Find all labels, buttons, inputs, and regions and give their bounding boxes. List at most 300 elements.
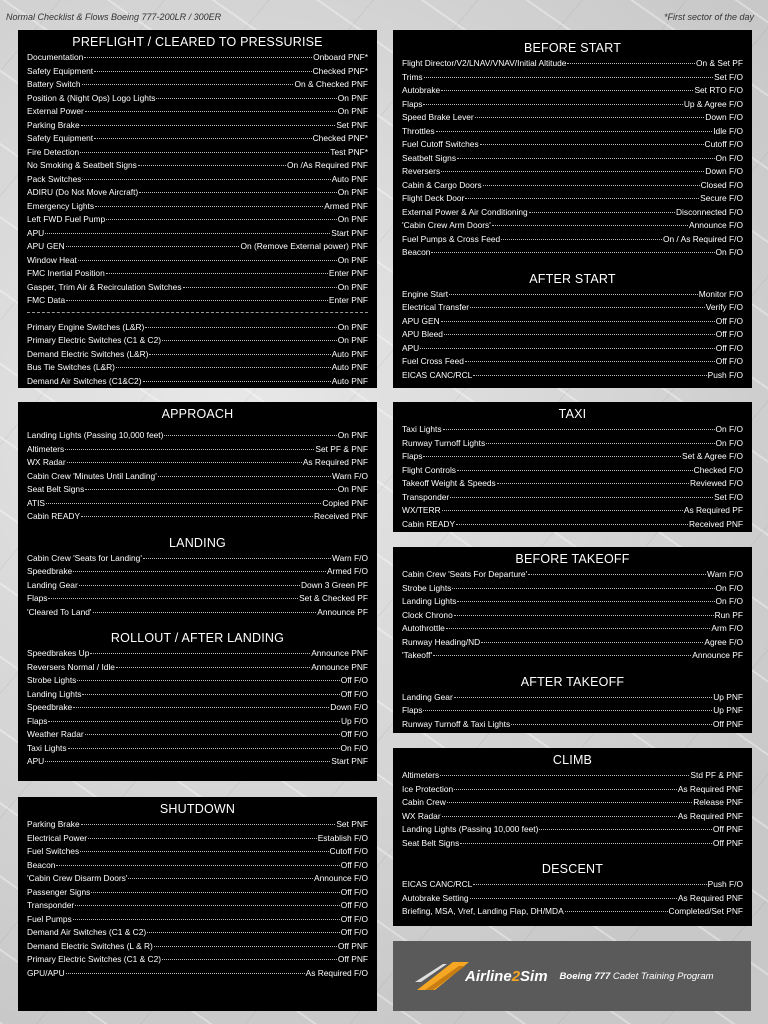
- checklist-row: [18, 267, 377, 281]
- checklist-item-action: Down F/O: [705, 166, 743, 176]
- dotted-leader: [81, 516, 313, 517]
- checklist-row: [18, 845, 377, 859]
- checklist-item-label: Flight Controls: [402, 464, 456, 475]
- checklist-row: [393, 315, 752, 329]
- logo-banner: [393, 941, 751, 1011]
- checklist-item-label: Cabin Crew: [402, 797, 446, 807]
- dotted-leader: [73, 571, 326, 572]
- checklist-item-label: Documentation: [27, 52, 84, 62]
- checklist-item-label: Engine Start: [402, 288, 449, 299]
- checklist-row: [18, 818, 377, 832]
- checklist-item-action: Off F/O: [340, 913, 368, 924]
- checklist-item-label: Primary Electric Switches (C1 & C2): [27, 335, 162, 345]
- dotted-leader: [45, 761, 330, 762]
- panel-start: [393, 30, 752, 388]
- checklist-row: [18, 661, 377, 675]
- dotted-leader: [565, 911, 668, 912]
- checklist-row: [393, 355, 752, 369]
- checklist-item-action: Warn F/O: [707, 569, 743, 579]
- checklist-item-label: Speedbrakes Up: [27, 648, 90, 658]
- dotted-leader: [66, 973, 305, 974]
- checklist-row: [18, 361, 377, 375]
- checklist-item-action: Set F/O: [714, 71, 743, 82]
- dotted-leader: [424, 77, 714, 78]
- checklist-item-action: Announce F/O: [688, 220, 743, 230]
- checklist-item-action: Checked PNF*: [312, 65, 368, 76]
- checklist-row: [18, 119, 377, 133]
- checklist-item-label: Taxi Lights: [27, 742, 67, 753]
- dotted-leader: [116, 667, 310, 668]
- checklist-item-action: On / As Required F/O: [662, 233, 743, 244]
- checklist-item-action: Off PNF: [712, 837, 743, 848]
- checklist-row: [393, 450, 752, 464]
- checklist-row: [18, 728, 377, 742]
- checklist-item-label: Seatbelt Signs: [402, 152, 457, 163]
- dotted-leader: [91, 892, 339, 893]
- checklist-item-label: ADIRU (Do Not Move Aircraft): [27, 187, 139, 197]
- divider: [27, 312, 368, 313]
- dotted-leader: [492, 225, 688, 226]
- checklist-item-label: 'Takeoff': [402, 650, 433, 660]
- checklist-item-label: Landing Gear: [402, 691, 453, 702]
- checklist-item-action: Auto PNF: [331, 348, 368, 359]
- checklist-row: [393, 704, 752, 718]
- dotted-leader: [79, 585, 300, 586]
- checklist-item-action: On PNF: [337, 281, 368, 292]
- dotted-leader: [82, 179, 330, 180]
- checklist-row: [393, 369, 752, 383]
- checklist-item-action: Off F/O: [715, 315, 743, 326]
- checklist-item-action: Agree F/O: [704, 636, 743, 647]
- checklist-taxi: [393, 423, 752, 531]
- checklist-row: [18, 132, 377, 146]
- checklist-row: [393, 179, 752, 193]
- checklist-item-label: Landing Lights (Passing 10,000 feet): [402, 824, 539, 834]
- checklist-item-action: Disconnected F/O: [675, 206, 743, 217]
- checklist-item-label: FMC Data: [27, 295, 66, 305]
- checklist-before-takeoff: [393, 568, 752, 663]
- checklist-item-action: Off F/O: [340, 886, 368, 897]
- dotted-leader: [450, 497, 713, 498]
- checklist-row: [18, 715, 377, 729]
- checklist-row: [18, 78, 377, 92]
- dotted-leader: [511, 724, 712, 725]
- checklist-item-action: On PNF: [337, 92, 368, 103]
- dotted-leader: [480, 144, 704, 145]
- checklist-item-action: Down 3 Green PF: [300, 579, 368, 590]
- checklist-item-label: Speedbrake: [27, 702, 73, 712]
- checklist-row: [393, 823, 752, 837]
- checklist-item-action: Received PNF: [314, 511, 368, 521]
- panel-taxi: [393, 402, 752, 532]
- checklist-item-action: Push F/O: [707, 879, 743, 889]
- checklist-row: [18, 859, 377, 873]
- checklist-item-action: Up PNF: [713, 691, 743, 702]
- dotted-leader: [454, 789, 677, 790]
- dotted-leader: [444, 334, 715, 335]
- checklist-item-action: Arm F/O: [711, 623, 743, 633]
- checklist-approach: [18, 429, 377, 524]
- checklist-row: [18, 294, 377, 308]
- checklist-item-label: External Power & Air Conditioning: [402, 206, 528, 217]
- checklist-item-action: Armed F/O: [327, 566, 368, 576]
- checklist-row: [18, 334, 377, 348]
- checklist-item-action: As Required PNF: [302, 457, 368, 467]
- checklist-row: [18, 913, 377, 927]
- dotted-leader: [143, 381, 331, 382]
- checklist-item-action: As Required PF: [683, 505, 743, 515]
- checklist-item-action: Cutoff F/O: [329, 846, 368, 856]
- checklist-item-label: APU: [27, 227, 45, 238]
- dotted-leader: [436, 131, 713, 132]
- section-title-preflight: PREFLIGHT / CLEARED TO PRESSURISE: [72, 35, 323, 49]
- dotted-leader: [94, 71, 312, 72]
- checklist-item-label: APU GEN: [402, 315, 440, 326]
- checklist-item-label: Battery Switch: [27, 79, 81, 89]
- dotted-leader: [457, 601, 714, 602]
- dotted-leader: [90, 653, 310, 654]
- checklist-item-action: On F/O: [715, 152, 743, 163]
- checklist-item-action: Armed PNF: [324, 200, 368, 211]
- dotted-leader: [443, 429, 715, 430]
- checklist-row: [18, 940, 377, 954]
- dotted-leader: [528, 574, 706, 575]
- dotted-leader: [162, 340, 337, 341]
- checklist-item-action: Enter PNF: [328, 295, 368, 305]
- dotted-leader: [73, 919, 340, 920]
- checklist-item-action: On F/O: [715, 437, 743, 448]
- checklist-row: [18, 105, 377, 119]
- dotted-leader: [465, 361, 715, 362]
- checklist-row: [18, 254, 377, 268]
- dotted-leader: [423, 456, 681, 457]
- checklist-item-action: Off F/O: [340, 729, 368, 739]
- checklist-item-label: ATIS: [27, 497, 45, 508]
- checklist-preflight: [18, 51, 377, 308]
- checklist-item-label: Flaps: [402, 705, 423, 715]
- dotted-leader: [457, 470, 693, 471]
- checklist-item-label: Landing Lights (Passing 10,000 feet): [27, 430, 164, 440]
- checklist-row: [393, 152, 752, 166]
- checklist-row: [393, 769, 752, 783]
- checklist-item-action: On PNF: [337, 254, 368, 265]
- checklist-item-action: Off F/O: [340, 859, 368, 870]
- checklist-row: [393, 165, 752, 179]
- checklist-item-label: Fuel Switches: [27, 846, 80, 856]
- checklist-row: [18, 497, 377, 511]
- dotted-leader: [164, 435, 336, 436]
- checklist-item-action: Copied PNF: [322, 497, 368, 508]
- checklist-row: [18, 742, 377, 756]
- dotted-leader: [138, 165, 286, 166]
- checklist-item-label: Pack Switches: [27, 173, 82, 184]
- checklist-item-label: Cabin & Cargo Doors: [402, 179, 482, 190]
- checklist-item-label: Cabin READY: [402, 518, 456, 529]
- checklist-row: [18, 953, 377, 967]
- checklist-item-label: Strobe Lights: [27, 675, 77, 685]
- checklist-item-label: Parking Brake: [27, 119, 80, 130]
- dotted-leader: [158, 476, 331, 477]
- checklist-item-action: On F/O: [715, 424, 743, 434]
- dotted-leader: [446, 628, 711, 629]
- dotted-leader: [501, 239, 662, 240]
- checklist-item-action: As Required F/O: [305, 967, 368, 978]
- checklist-item-action: Off PNF: [337, 954, 368, 964]
- checklist-item-label: Cabin READY: [27, 511, 81, 521]
- dotted-leader: [48, 721, 340, 722]
- checklist-item-action: On PNF: [337, 321, 368, 332]
- checklist-item-action: On PNF: [337, 187, 368, 197]
- checklist-item-action: Off F/O: [715, 342, 743, 353]
- checklist-item-action: On PNF: [337, 335, 368, 345]
- checklist-item-action: Checked PNF*: [312, 133, 368, 143]
- checklist-item-action: On F/O: [715, 582, 743, 593]
- checklist-item-action: Announce PF: [317, 606, 368, 617]
- checklist-item-label: Demand Air Switches (C1&C2): [27, 375, 142, 386]
- checklist-row: [393, 192, 752, 206]
- dotted-leader: [475, 117, 705, 118]
- checklist-item-action: Set RTO F/O: [694, 85, 743, 95]
- checklist-item-action: Announce PNF: [311, 648, 368, 658]
- dotted-leader: [45, 233, 330, 234]
- checklist-item-label: Fire Detection: [27, 146, 80, 157]
- dotted-leader: [539, 829, 711, 830]
- checklist-row: [18, 65, 377, 79]
- checklist-item-action: Off F/O: [715, 356, 743, 366]
- panel-shutdown: [18, 797, 377, 1011]
- dotted-leader: [94, 138, 312, 139]
- dotted-leader: [139, 192, 337, 193]
- checklist-row: [18, 579, 377, 593]
- dotted-leader: [128, 878, 313, 879]
- dotted-leader: [81, 824, 336, 825]
- checklist-row: [393, 84, 752, 98]
- dotted-leader: [80, 152, 329, 153]
- dotted-leader: [486, 443, 714, 444]
- dotted-leader: [420, 348, 714, 349]
- checklist-item-action: Run PF: [714, 609, 743, 620]
- checklist-item-label: Runway Heading/ND: [402, 636, 481, 647]
- dotted-leader: [85, 489, 336, 490]
- checklist-row: [393, 636, 752, 650]
- checklist-row: [393, 622, 752, 636]
- header-left-text: Normal Checklist & Flows Boeing 777-200LR / 300ER: [6, 12, 222, 22]
- checklist-row: [393, 796, 752, 810]
- checklist-item-action: Start PNF: [331, 756, 368, 766]
- section-title-after-start: AFTER START: [529, 271, 616, 286]
- checklist-row: [18, 510, 377, 524]
- checklist-item-action: On (Remove External power) PNF: [240, 241, 368, 251]
- checklist-item-action: Off F/O: [340, 688, 368, 699]
- section-title-landing: LANDING: [169, 535, 226, 550]
- checklist-item-label: 'Cleared To Land': [27, 606, 92, 617]
- checklist-row: [18, 755, 377, 769]
- checklist-item-action: Cutoff F/O: [704, 139, 743, 149]
- checklist-row: [393, 504, 752, 518]
- checklist-item-action: Idle F/O: [713, 125, 743, 136]
- checklist-row: [393, 595, 752, 609]
- checklist-item-label: No Smoking & Seatbelt Signs: [27, 160, 137, 170]
- checklist-item-action: Off F/O: [715, 329, 743, 339]
- checklist-row: [18, 872, 377, 886]
- dotted-leader: [82, 694, 339, 695]
- checklist-item-label: Runway Turnoff Lights: [402, 437, 486, 448]
- checklist-item-label: Speedbrake: [27, 566, 73, 576]
- checklist-item-label: Trims: [402, 71, 423, 82]
- checklist-item-label: 'Cabin Crew Disarm Doors': [27, 873, 128, 883]
- checklist-row: [393, 98, 752, 112]
- checklist-row: [18, 967, 377, 981]
- dotted-leader: [449, 294, 698, 295]
- checklist-shutdown: [18, 818, 377, 980]
- checklist-row: [18, 321, 377, 335]
- checklist-row: [393, 491, 752, 505]
- checklist-row: [393, 437, 752, 451]
- dotted-leader: [465, 198, 699, 199]
- checklist-row: [18, 592, 377, 606]
- dotted-leader: [77, 680, 339, 681]
- section-title-descent: DESCENT: [541, 862, 604, 876]
- dotted-leader: [84, 57, 312, 58]
- checklist-row: [393, 878, 752, 892]
- checklist-item-action: As Required PNF: [677, 892, 743, 903]
- checklist-item-label: Taxi Lights: [402, 424, 442, 434]
- checklist-item-action: Received PNF: [689, 518, 743, 529]
- dotted-leader: [423, 104, 682, 105]
- checklist-item-label: Demand Electric Switches (L&R): [27, 348, 149, 359]
- checklist-item-label: Flight Deck Door: [402, 193, 465, 203]
- checklist-item-label: Window Heat: [27, 254, 77, 265]
- checklist-item-label: Position & (Night Ops) Logo Lights: [27, 92, 156, 103]
- checklist-row: [18, 470, 377, 484]
- checklist-item-action: On F/O: [715, 247, 743, 257]
- dotted-leader: [93, 612, 317, 613]
- checklist-row: [393, 206, 752, 220]
- checklist-row: [18, 213, 377, 227]
- dotted-leader: [567, 63, 695, 64]
- checklist-item-action: As Required PNF: [677, 783, 743, 794]
- checklist-row: [393, 649, 752, 663]
- checklist-row: [393, 518, 752, 532]
- checklist-item-action: Enter PNF: [328, 268, 368, 278]
- dotted-leader: [442, 816, 677, 817]
- checklist-item-label: Transponder: [402, 491, 450, 502]
- checklist-row: [393, 111, 752, 125]
- dotted-leader: [145, 327, 336, 328]
- checklist-item-label: Altimeters: [27, 443, 65, 454]
- dotted-leader: [440, 775, 689, 776]
- checklist-row: [18, 146, 377, 160]
- checklist-row: [18, 886, 377, 900]
- checklist-item-action: Onboard PNF*: [313, 52, 368, 62]
- checklist-item-action: Secure F/O: [700, 193, 743, 203]
- checklist-item-action: Announce F/O: [313, 873, 368, 883]
- checklist-row: [393, 301, 752, 315]
- dotted-leader: [66, 246, 240, 247]
- checklist-row: [393, 219, 752, 233]
- checklist-item-action: Checked F/O: [693, 464, 743, 475]
- checklist-item-label: GPU/APU: [27, 967, 65, 978]
- checklist-item-action: Warn F/O: [332, 552, 368, 563]
- header-right-note: *First sector of the day: [663, 12, 754, 22]
- dotted-leader: [154, 946, 337, 947]
- checklist-item-action: Off F/O: [340, 675, 368, 685]
- checklist-item-action: On & Set PF: [695, 58, 743, 68]
- section-title-shutdown: SHUTDOWN: [159, 802, 236, 816]
- checklist-item-action: Set PNF: [336, 119, 368, 130]
- panel-climb-descent: [393, 748, 752, 926]
- checklist-item-label: Safety Equipment: [27, 133, 94, 143]
- checklist-row: [18, 647, 377, 661]
- checklist-item-label: Clock Chrono: [402, 609, 453, 620]
- checklist-item-label: WX Radar: [402, 810, 441, 821]
- dotted-leader: [147, 932, 340, 933]
- dotted-leader: [68, 748, 340, 749]
- checklist-row: [18, 688, 377, 702]
- checklist-row: [18, 606, 377, 620]
- dotted-leader: [88, 838, 317, 839]
- dotted-leader: [78, 260, 337, 261]
- checklist-item-label: Fuel Cutoff Switches: [402, 139, 479, 149]
- checklist-item-label: Electrical Transfer: [402, 302, 470, 312]
- section-title-before-start: BEFORE START: [523, 41, 622, 55]
- dotted-leader: [483, 185, 700, 186]
- checklist-item-action: Start PNF: [331, 227, 368, 238]
- checklist-item-action: Push F/O: [707, 369, 743, 380]
- checklist-item-label: Weather Radar: [27, 729, 84, 739]
- checklist-item-action: Set PNF: [336, 819, 368, 829]
- checklist-item-label: Primary Engine Switches (L&R): [27, 321, 145, 332]
- dotted-leader: [473, 884, 706, 885]
- checklist-item-label: External Power: [27, 106, 84, 116]
- checklist-item-label: Beacon: [27, 859, 56, 870]
- dotted-leader: [441, 321, 715, 322]
- checklist-item-label: EICAS CANC/RCL: [402, 879, 473, 889]
- dotted-leader: [183, 287, 337, 288]
- checklist-item-label: Reversers: [402, 166, 441, 176]
- checklist-item-label: Flaps: [402, 451, 423, 461]
- checklist-row: [18, 159, 377, 173]
- checklist-item-action: Auto PNF: [331, 362, 368, 372]
- dotted-leader: [82, 84, 294, 85]
- checklist-row: [18, 240, 377, 254]
- checklist-item-action: Down F/O: [330, 702, 368, 712]
- checklist-row: [18, 565, 377, 579]
- checklist-item-action: Set & Agree F/O: [682, 451, 743, 461]
- checklist-climb: [393, 769, 752, 850]
- checklist-item-label: Emergency Lights: [27, 200, 95, 211]
- checklist-item-action: On PNF: [337, 430, 368, 440]
- checklist-row: [393, 288, 752, 302]
- checklist-item-label: Reversers Normal / Idle: [27, 661, 115, 672]
- checklist-item-action: Up PNF: [713, 705, 743, 715]
- checklist-item-action: Announce PNF: [311, 661, 368, 672]
- dotted-leader: [149, 354, 330, 355]
- dotted-leader: [66, 300, 328, 301]
- checklist-item-action: As Required PNF: [677, 810, 743, 821]
- checklist-item-label: Demand Air Switches (C1 & C2): [27, 927, 147, 937]
- checklist-item-action: Off PNF: [712, 824, 743, 834]
- checklist-item-label: Primary Electric Switches (C1 & C2): [27, 954, 162, 964]
- checklist-item-action: Announce PF: [692, 650, 743, 660]
- checklist-item-label: Electrical Power: [27, 832, 88, 843]
- dotted-leader: [441, 90, 693, 91]
- checklist-item-action: Completed/Set PNF: [668, 906, 743, 916]
- dotted-leader: [46, 503, 321, 504]
- checklist-item-action: Warn F/O: [332, 470, 368, 481]
- checklist-item-label: APU Bleed: [402, 329, 443, 339]
- checklist-row: [393, 71, 752, 85]
